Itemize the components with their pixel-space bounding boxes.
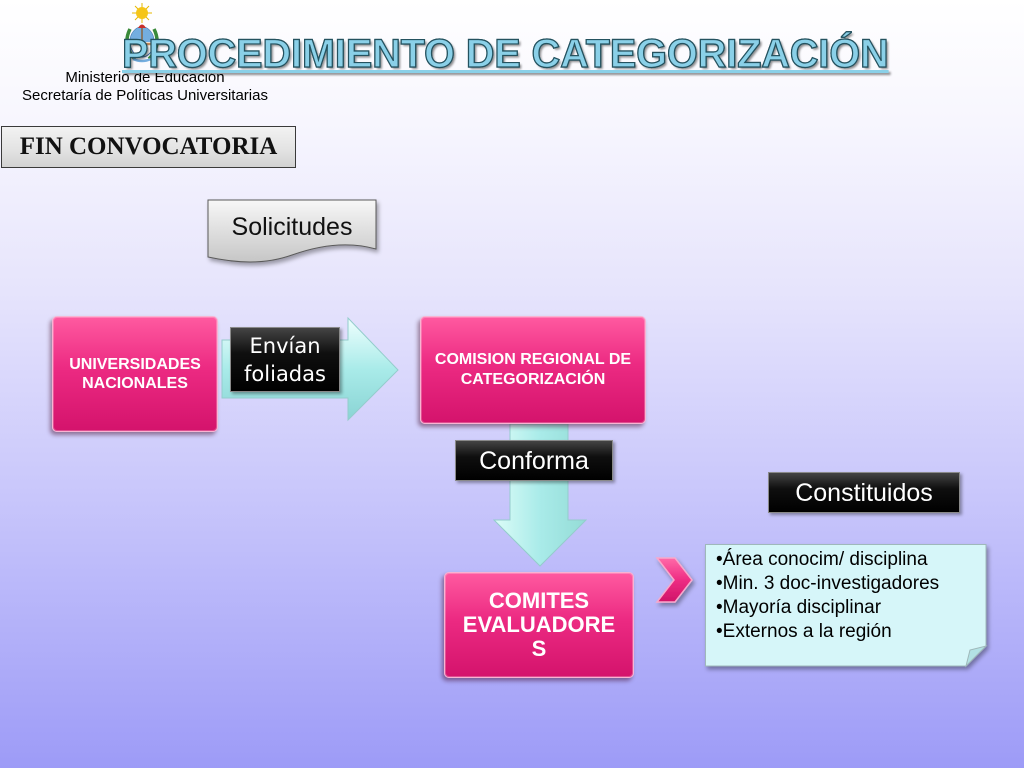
node-comision-regional [420,316,646,424]
list-item: •Área conocim/ disciplina [716,549,928,570]
chevron-shape [657,558,692,602]
chevron-right-icon [655,556,695,606]
edge-label-envian-text: Envían foliadas [244,333,326,386]
node-comision-regional-label: COMISION REGIONAL DE CATEGORIZACIÓN [434,351,632,388]
criteria-list [716,548,939,644]
edge-label-conforma-text: Conforma [479,446,589,475]
list-item: •Mayoría disciplinar [716,597,882,618]
detail-heading [768,472,960,513]
secretariat-name: Secretaría de Políticas Universitarias [22,87,268,104]
stage-label: FIN CONVOCATORIA [1,126,296,168]
detail-heading-text: Constituidos [795,478,933,507]
list-item: •Min. 3 doc-investigadores [716,573,940,594]
phrygian-cap [138,25,146,29]
document-label: Solicitudes [231,213,353,241]
node-comites [444,572,634,678]
edge-label-envian [230,327,340,392]
edge-label-conforma [455,440,613,481]
node-universidades [52,316,218,432]
node-universidades-label: UNIVERSIDADES NACIONALES [69,356,201,392]
node-comites-label: COMITES EVALUADORES [462,588,616,661]
slide-title: PROCEDIMIENTO DE CATEGORIZACIÓN [122,32,889,76]
ministry-name: Ministerio de Educación [65,69,225,86]
criteria-note [705,544,987,668]
sun [136,7,148,19]
list-item: •Externos a la región [716,621,892,642]
